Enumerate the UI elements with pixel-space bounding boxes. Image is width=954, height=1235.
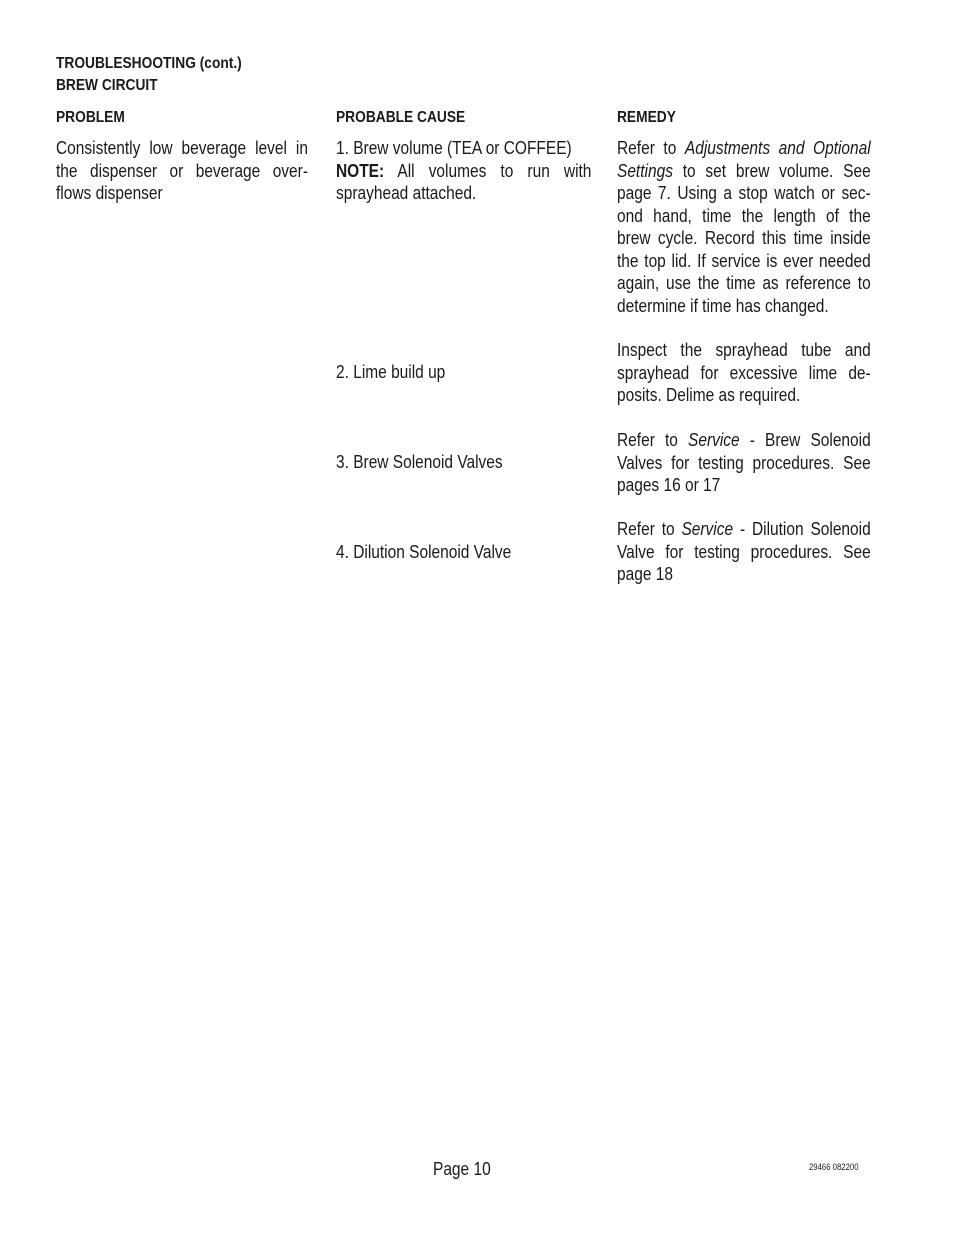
remedy-text: Refer to xyxy=(617,138,685,158)
remedy-line: Valves for testing procedures. See xyxy=(617,452,871,473)
remedy-reference: Service xyxy=(681,519,734,539)
remedy-line xyxy=(617,429,871,452)
remedy-line: Inspect the sprayhead tube and xyxy=(617,340,871,360)
cause-1 xyxy=(336,137,591,205)
remedy-line: ond hand, time the length of the xyxy=(617,205,871,226)
section-subtitle: BREW CIRCUIT xyxy=(56,77,158,94)
remedy-text: to set brew volume. See xyxy=(672,160,871,181)
document-code: 29466 082200 xyxy=(809,1162,859,1172)
remedy-reference: Settings xyxy=(617,160,673,181)
remedy-line xyxy=(617,160,871,183)
remedy-line xyxy=(617,518,871,541)
remedy-text: - Brew Solenoid xyxy=(739,430,871,450)
remedy-line: pages 16 or 17 xyxy=(617,475,721,495)
cause-2: 2. Lime build up xyxy=(336,362,446,382)
remedy-reference: Service xyxy=(688,430,740,450)
remedy-line: sprayhead for excessive lime de- xyxy=(617,362,871,383)
remedy-line xyxy=(617,137,871,160)
column-heading-remedy: REMEDY xyxy=(617,109,676,126)
remedy-line: Valve for testing procedures. See xyxy=(617,541,871,562)
column-heading-problem: PROBLEM xyxy=(56,109,125,126)
column-heading-cause: PROBABLE CAUSE xyxy=(336,109,466,126)
remedy-line: brew cycle. Record this time inside xyxy=(617,228,871,248)
remedy-text: - Dilution Solenoid xyxy=(733,519,871,539)
cause-1-note-cont: sprayhead attached. xyxy=(336,183,477,203)
remedy-line: page 18 xyxy=(617,564,673,584)
problem-line: Consistently low beverage level in xyxy=(56,138,308,158)
remedy-line: the top lid. If service is ever needed xyxy=(617,250,871,271)
problem-description xyxy=(56,137,308,205)
remedy-3 xyxy=(617,429,871,497)
remedy-line: again, use the time as reference to xyxy=(617,273,871,293)
remedy-line: page 7. Using a stop watch or sec- xyxy=(617,183,871,203)
page-number: Page 10 xyxy=(433,1159,491,1179)
remedy-line: posits. Delime as required. xyxy=(617,385,801,405)
note-text: All volumes to run with xyxy=(384,160,592,181)
cause-1-title: 1. Brew volume (TEA or COFFEE) xyxy=(336,138,572,158)
note-label: NOTE: xyxy=(336,160,385,181)
remedy-2 xyxy=(617,339,871,407)
remedy-4 xyxy=(617,518,871,586)
problem-line: flows dispenser xyxy=(56,183,163,203)
remedy-text: Refer to xyxy=(617,519,682,539)
cause-1-note xyxy=(336,160,591,183)
remedy-1 xyxy=(617,137,871,317)
section-title: TROUBLESHOOTING (cont.) xyxy=(56,55,242,72)
remedy-text: Refer to xyxy=(617,430,689,450)
problem-line: the dispenser or beverage over- xyxy=(56,160,308,181)
cause-3: 3. Brew Solenoid Valves xyxy=(336,452,503,472)
remedy-reference: Adjustments and Optional xyxy=(684,138,871,158)
cause-4: 4. Dilution Solenoid Valve xyxy=(336,542,512,562)
remedy-line: determine if time has changed. xyxy=(617,295,829,316)
